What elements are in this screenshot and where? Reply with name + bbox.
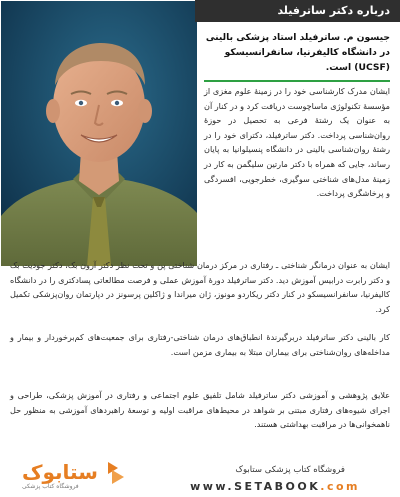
- logo-subtitle: فروشگاه کتاب پزشکی: [22, 483, 79, 490]
- author-portrait-image: [1, 1, 197, 266]
- paragraph-clinical-work: کار بالینی دکتر ساترفیلد دربرگیرندهٔ انطباق‌های درمان شناختی-رفتاری برای جمعیت‌های کم‌برخوردار و بیمار و مداخله‌های روان‌شناختی برای بیماران مبتلا به بیماری مزمن است.: [10, 332, 390, 357]
- site-domain: www.SETABOOK: [190, 480, 321, 493]
- paragraph-education: ایشان مدرک کارشناسی خود را در زمینهٔ علوم مغزی از مؤسسهٔ تکنولوژی ماساچوست دریافت کرد و در کنار آن به عنوان یک رشتهٔ فرعی به تحصیل در حوزهٔ روان‌شناسی پرداخت. دکتر ساترفیلد، دکترای خود را در رشتهٔ روان‌شناسی بالینی در دانشگاه پنسیلوانیا به پایان رساند، جایی که همراه با دکتر مارتین سلیگمن به کار در زمینهٔ مدل‌های شناختی سوگیری، خطرجویی، افسردگی و پرخاشگری پرداخت.: [204, 86, 390, 199]
- author-photo: [1, 1, 197, 266]
- logo-text: ستابوک: [22, 460, 98, 484]
- paragraph-research-interests: علایق پژوهشی و آموزشی دکتر ساترفیلد شامل تلفیق علوم اجتماعی و رفتاری در آموزش پزشکی، طراحی و اجرای شیوه‌های رفتاری مبتنی بر شواهد در محیط‌های مراقبت اولیه و توسعهٔ راهبردهای آموزشی به منظور حل ناهمخوانی‌ها در مراقبت بهداشتی هستند.: [10, 390, 390, 430]
- chevron-mark-icon: [106, 460, 128, 486]
- shop-name: فروشگاه کتاب پزشکی ستابوک: [235, 465, 345, 475]
- author-intro: جیسون م. ساترفیلد استاد پزشکی بالینی در دانشگاه کالیفرنیا، سانفرانسیسکو (UCSF) است.: [205, 32, 390, 73]
- paragraph-training: ایشان به عنوان درمانگر شناختی ـ رفتاری در مرکز درمان شناختی پن و تحت نظر دکتر آرون بک، دکتر جودیت بک و دکتر رابرت درابیس آموزش دید. دکتر ساترفیلد دورهٔ آموزش عملی و فرصت مطالعاتی پسادکتری را در دانشگاه کالیفرنیا، سانفرانسیسکو در کنار دکتر ریکاردو مونوز، ژان میراندا و ژاکلین پرسونز در دپارتمان روان‌پزشکی تکمیل کرد.: [10, 260, 390, 314]
- footer: [0, 456, 400, 497]
- divider: [204, 80, 390, 82]
- site-tld: .com: [320, 480, 360, 493]
- setabook-logo[interactable]: [10, 460, 130, 494]
- section-title: درباره دکتر ساترفیلد: [195, 0, 400, 22]
- website-link[interactable]: [190, 480, 360, 493]
